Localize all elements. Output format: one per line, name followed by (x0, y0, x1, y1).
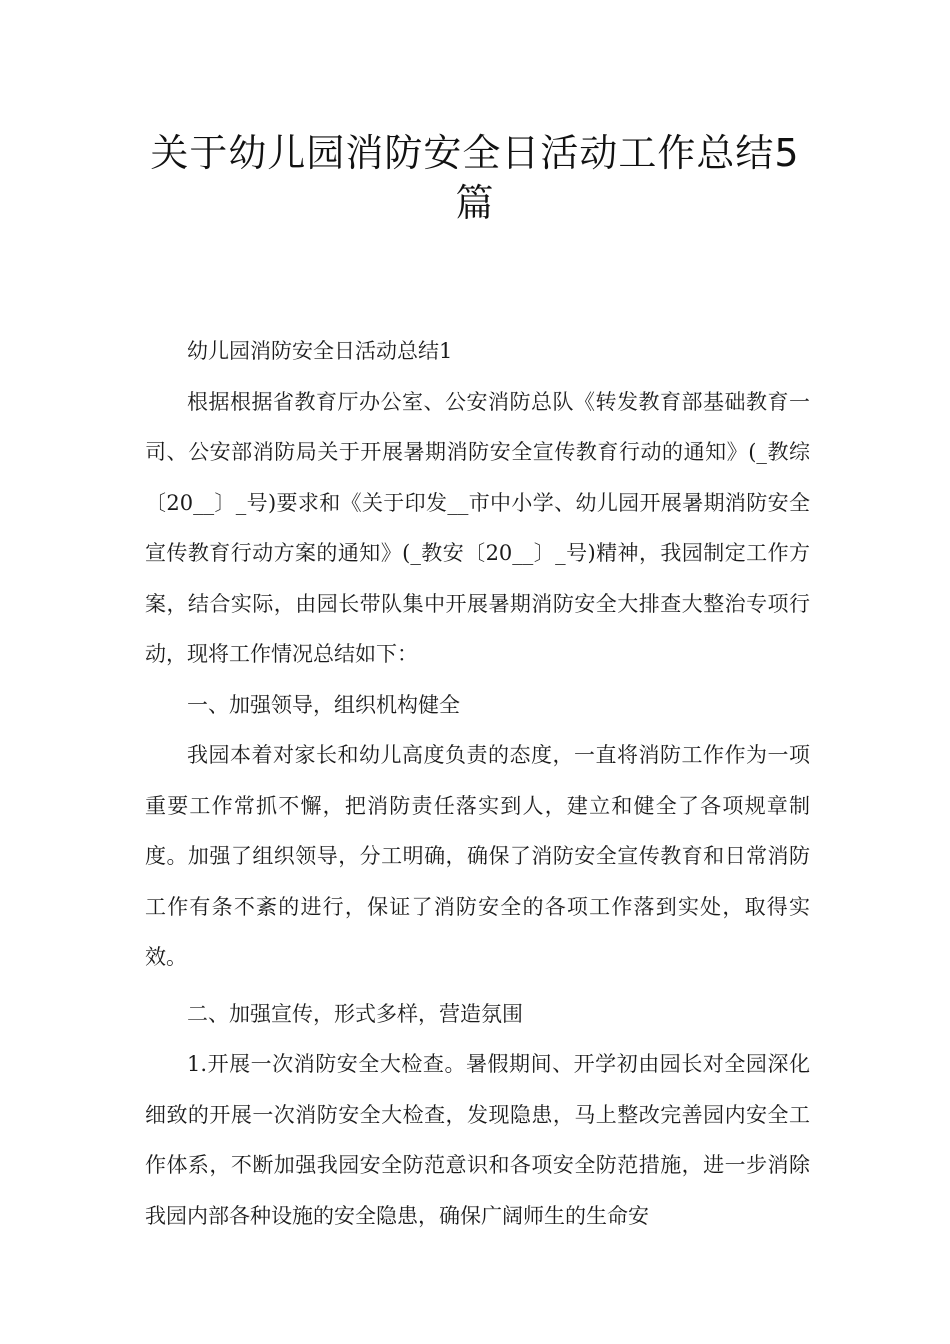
paragraph-subtitle: 幼儿园消防安全日活动总结1 (187, 339, 453, 363)
paragraph-section-2-item-1: 1.开展一次消防安全大检查。暑假期间、开学初由园长对全园深化细致的开展一次消防安全大检查，发现隐患，马上整改完善园内安全工作体系，不断加强我园安全防范意识和各项安全防范措施，进一步消除我园内部各种设施的安全隐患，确保广阔师生的生命安 (145, 1052, 810, 1228)
document-title: 关于幼儿园消防安全日活动工作总结5篇 (150, 131, 800, 225)
section-heading-2: 二、加强宣传，形式多样，营造氛围 (187, 1001, 523, 1026)
paragraph-section-1: 我园本着对家长和幼儿高度负责的态度，一直将消防工作作为一项重要工作常抓不懈，把消防责任落实到人，建立和健全了各项规章制度。加强了组织领导，分工明确，确保了消防安全宣传教育和日常消防工作有条不紊的进行，保证了消防安全的各项工作落到实处，取得实效。 (145, 743, 810, 969)
paragraph-intro: 根据根据省教育厅办公室、公安消防总队《转发教育部基础教育一司、公安部消防局关于开展暑期消防安全宣传教育行动的通知》(_教综〔20__〕_号)要求和《关于印发__市中小学、幼儿园开展暑期消防安全宣传教育行动方案的通知》(_教安〔20__〕_号)精神，我园制定工作方案，结合实际，由园长带队集中开展暑期消防安全大排查大整治专项行动，现将工作情况总结如下： (145, 389, 810, 666)
document-body (145, 326, 810, 1241)
section-heading-1: 一、加强领导，组织机构健全 (187, 692, 460, 717)
